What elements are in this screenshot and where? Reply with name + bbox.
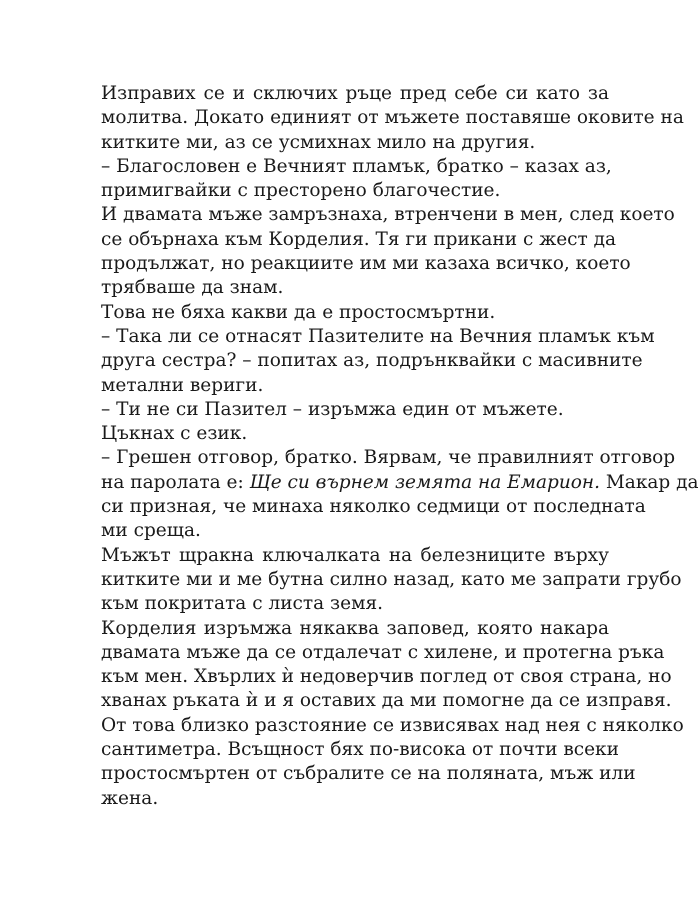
text-line: – Грешен отговор, братко. Вярвам, че правилният отговор: [101, 447, 676, 469]
text-line: двамата мъже да се отдалечат с хилене, и протегна ръка: [101, 641, 665, 663]
text-line: се обърнаха към Корделия. Тя ги прикани с жест да: [101, 228, 617, 250]
paragraph: [101, 422, 609, 446]
text-segment: Макар да: [599, 471, 699, 493]
text-line: Цъкнах с език.: [101, 423, 248, 445]
paragraph: [101, 155, 612, 204]
text-line-with-italic: [101, 471, 699, 495]
text-line: И двамата мъже замръзнаха, втренчени в мен, след което: [101, 204, 675, 226]
text-line: – Така ли се отнасят Пазителите на Вечния пламък към: [101, 325, 655, 347]
text-line: друга сестра? – попитах аз, подрънквайки с масивните: [101, 350, 643, 372]
text-line: хванах ръката ѝ и я оставих да ми помогне да се изправя.: [101, 690, 672, 712]
text-line: сантиметра. Всъщност бях по-висока от почти всеки: [101, 739, 619, 761]
text-line: китките ми, аз се усмихнах мило на другия.: [101, 131, 536, 153]
text-line: – Благословен е Вечният пламък, братко – казах аз,: [101, 155, 612, 177]
paragraph: [101, 203, 675, 300]
password-phrase-italic: Ще си върнем земята на Емарион.: [249, 471, 600, 493]
paragraph: [101, 544, 682, 617]
text-line: ми среща.: [101, 520, 201, 542]
text-line: молитва. Докато единият от мъжете поставяше оковите на: [101, 107, 684, 129]
text-line: – Ти не си Пазител – изръмжа един от мъжете.: [101, 398, 564, 420]
paragraph: [101, 617, 684, 811]
text-line: си призная, че минаха няколко седмици от последната: [101, 496, 646, 518]
text-line: жена.: [101, 787, 159, 809]
text-line: Изправих се и сключих ръце пред себе си като за: [101, 83, 609, 104]
text-line: към покритата с листа земя.: [101, 593, 384, 615]
text-line: примигвайки с престорено благочестие.: [101, 180, 501, 202]
text-line: метални вериги.: [101, 374, 264, 396]
paragraph: [101, 398, 609, 422]
text-line: трябваше да знам.: [101, 277, 284, 299]
paragraph: [101, 82, 684, 155]
text-line: към мен. Хвърлих ѝ недоверчив поглед от своя страна, но: [101, 666, 672, 688]
paragraph: [101, 301, 609, 325]
text-line: От това близко разстояние се извисявах над нея с няколко: [101, 714, 684, 736]
paragraph: [101, 446, 699, 543]
body-text: [101, 82, 699, 811]
text-line: Това не бяха какви да е простосмъртни.: [101, 301, 496, 323]
paragraph: [101, 325, 655, 398]
text-segment: на паролата е:: [101, 471, 250, 493]
text-line: Корделия изръмжа някаква заповед, която накара: [101, 617, 609, 639]
text-line: Мъжът щракна ключалката на белезниците върху: [101, 544, 609, 566]
text-line: продължат, но реакциите им ми казаха всичко, което: [101, 253, 631, 275]
text-line: простосмъртен от събралите се на поляната, мъж или: [101, 763, 636, 785]
text-line: китките ми и ме бутна силно назад, като ме запрати грубо: [101, 568, 682, 590]
